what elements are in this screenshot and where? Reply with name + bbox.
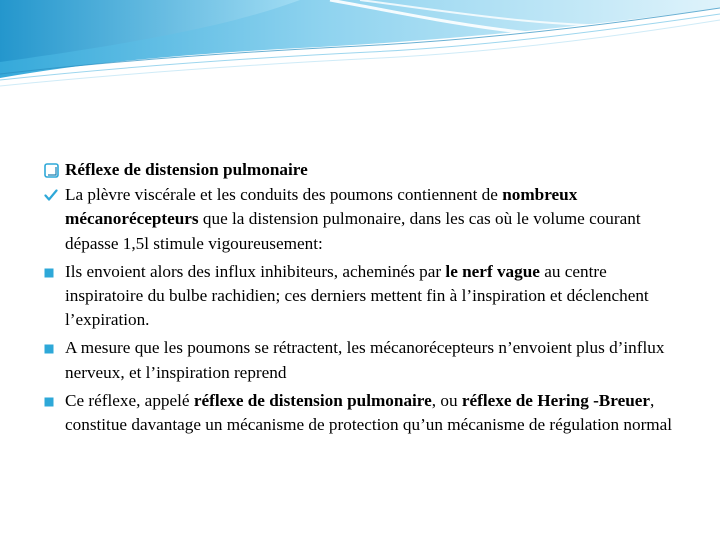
check-mark-icon (44, 183, 60, 207)
bullet-3-text-1: Ce réflexe, appelé (65, 390, 194, 410)
filled-square-bullet-icon (44, 260, 60, 284)
check-item (44, 183, 684, 256)
hollow-square-bullet-icon (44, 158, 60, 182)
filled-square-bullet-icon (44, 389, 60, 413)
bullet-3-text-3: , constitue davantage un mécanisme de protection qu’un mécanisme de régulation normal (65, 390, 673, 435)
content-area (44, 158, 684, 437)
bullet-1-text-1: Ils envoient alors des influx inhibiteurs, acheminés par (65, 261, 446, 281)
bullet-2-text-1: A mesure que les poumons se rétractent, les mécanorécepteurs n’envoient plus d’influx nerveux, et l’inspiration reprend (65, 338, 665, 382)
bullet-3-bold-1: réflexe de distension pulmonaire (193, 390, 432, 410)
bullet-1-text-2: au centre inspiratoire du bulbe rachidien; ces derniers mettent fin à l’inspiration et déclenchent l’expiration. (65, 261, 649, 330)
check-text-1: La plèvre viscérale et les conduits des poumons contiennent de (65, 185, 503, 205)
bullet-3-text-2: , ou (431, 390, 462, 410)
bullet-1-bold-1: le nerf vague (445, 261, 540, 281)
check-bold-1: nombreux mécanorécepteurs (65, 185, 578, 229)
bullet-3-bold-2: réflexe de Hering -Breuer (461, 390, 651, 410)
filled-square-bullet-icon (44, 336, 60, 360)
title-item (44, 158, 684, 182)
list-item-2 (44, 336, 684, 384)
list-item-3 (44, 389, 684, 437)
header-wave-decoration (0, 0, 720, 90)
list-item-1 (44, 260, 684, 333)
check-text-2: que la distension pulmonaire, dans les cas où le volume courant dépasse 1,5l stimule vigoureusement: (65, 209, 641, 253)
title-text: Réflexe de distension pulmonaire (65, 160, 308, 179)
